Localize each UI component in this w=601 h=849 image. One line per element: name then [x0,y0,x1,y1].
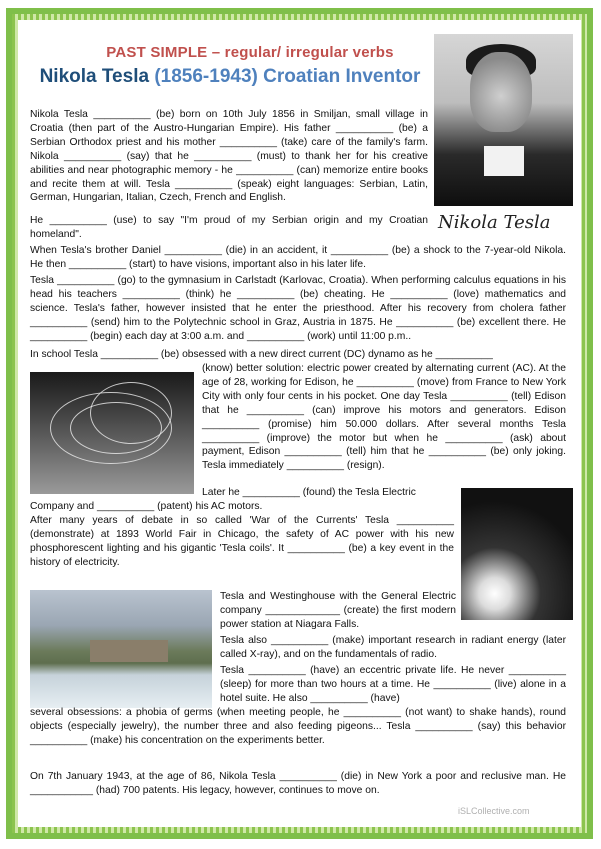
worksheet-title [30,66,430,88]
paragraph-private-life: Tesla __________ (have) an eccentric private life. He never __________ (sleep) for more than two hours at a time. He __________ (live) alone in a hotel suite. He also __________ (have) [220,665,566,704]
niagara-falls-image [30,590,212,708]
tesla-with-lamp-image [461,488,573,620]
paragraph-dc-intro: In school Tesla __________ (be) obsessed with a new direct current (DC) dynamo as he __________ [30,349,493,360]
paragraph-obsessions: several obsessions: a phobia of germs (when meeting people, he __________ (not want) to shake hands), round objects (especially jewelry), the number three and also feeding pigeons... Tesla __________ (say) this behavior __________ (make) his concentration on the experiments better. [30,707,566,746]
paragraph-death: On 7th January 1943, at the age of 86, Nikola Tesla __________ (die) in New York a poor and reclusive man. He ___________ (had) 700 patents. His legacy, however, continues to move on. [30,771,566,796]
paragraph-education: Tesla __________ (go) to the gymnasium in Carlstadt (Karlovac, Croatia). When performing calculus equations in his head his teachers __________ (think) he __________ (be) cheating. He __________ (love) mathematics and science. Tesla's father, however insisted that he enter the priesthood. After his recovery from cholera father __________ (send) him to the Polytechnic school in Graz, Austria in 1875. He __________ (be) excellent there. He __________ (begin) each day at 3:00 a.m. and __________ (work) until 11:00 p.m.. [30,275,566,342]
paragraph-company-start: Later he __________ (found) the Tesla Electric [202,487,416,498]
title-name: Nikola Tesla [39,66,150,87]
tesla-signature: Nikola Tesla [438,212,551,233]
title-rest: (1856-1943) Croatian Inventor [149,66,421,87]
paragraph-edison: (know) better solution: electric power created by alternating current (AC). At the age of 28, working for Edison, he __________ (move) from France to New York City with only four cents in his pocket. One day Tesla __________ (tell) Edison that he __________ (can) improve his motors and generators. Edison __________ (promise) him 50.000 dollars. After several months Tesla __________ (improve) the motor but when he __________ (ask) about payment, Edison __________ (tell) him that he __________ (be) only joking. Tesla immediately __________ (resign). [202,363,566,472]
paragraph-brother: When Tesla's brother Daniel __________ (die) in an accident, it __________ (be) a shock to the 7-year-old Nikola. He then __________ (start) to have visions, important also in his later life. [30,245,566,270]
paragraph-company-end: Company and __________ (patent) his AC motors. [30,501,263,512]
tesla-portrait-image [434,34,573,206]
paragraph-origin-quote: He __________ (use) to say "I'm proud of my Serbian origin and my Croatian homeland". [30,215,428,240]
worksheet-subtitle: PAST SIMPLE – regular/ irregular verbs [106,44,394,61]
paragraph-early-life: Nikola Tesla __________ (be) born on 10th July 1856 in Smiljan, small village in Croatia (then part of the Austro-Hungarian Empire). His father __________ (be) a Serbian Orthodox priest and his mother __________ (take) care of the family's farm. Nikola __________ (say) that he __________ (must) to thank her for his creative abilities and near photographic memory - he __________ (can) memorize entire books and recite them at will. Tesla __________ (speak) eight languages: Serbian, Latin, German, Hungarian, Italian, Czech, French and English. [30,109,428,204]
paragraph-niagara: Tesla and Westinghouse with the General Electric company _____________ (create) the first modern power station at Niagara Falls. [220,591,456,630]
watermark: iSLCollective.com [458,806,530,816]
paragraph-research: Tesla also __________ (make) important research in radiant energy (later called X-ray), and on the fundamentals of radio. [220,635,566,660]
paragraph-war-of-currents: After many years of debate in so called 'War of the Currents' Tesla __________ (demonstrate) at 1893 World Fair in Chicago, the safety of AC power with his new phosphorescent lighting and his gigantic 'Tesla coils'. It __________ (be) a key event in the history of electricity. [30,515,454,568]
laboratory-lightning-image [30,372,194,494]
